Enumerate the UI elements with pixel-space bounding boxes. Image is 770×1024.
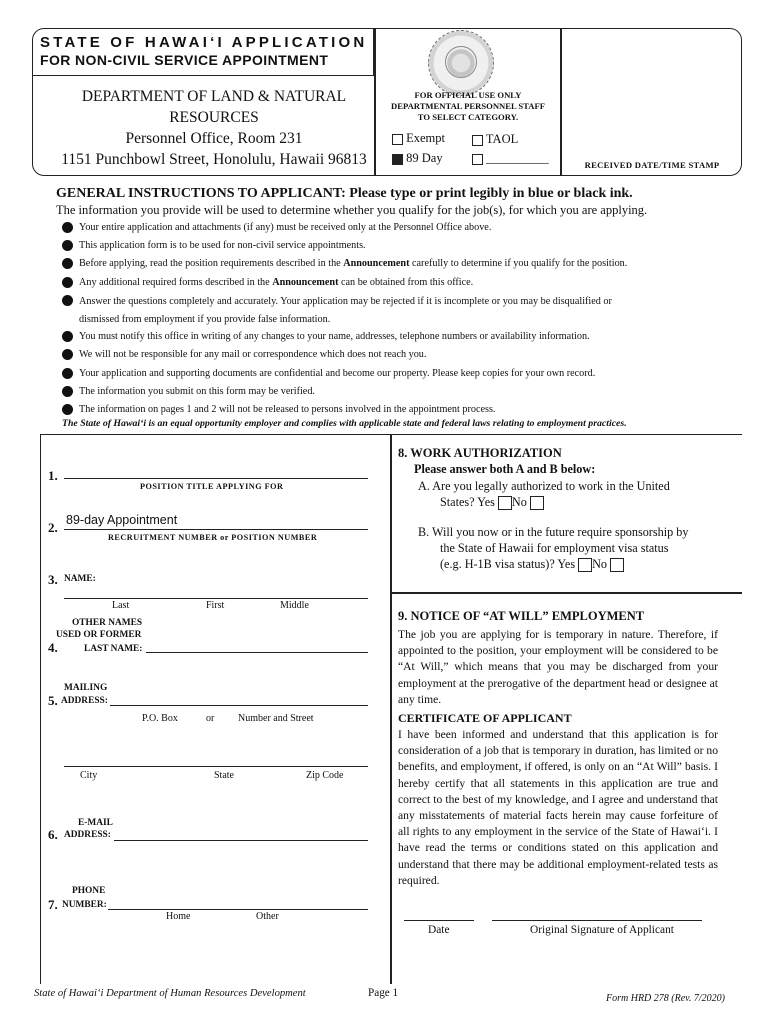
category-label: 89 Day <box>406 151 443 165</box>
position-title-caption: POSITION TITLE APPLYING FOR <box>140 482 284 491</box>
question-a-no-checkbox[interactable] <box>530 496 544 510</box>
column-divider <box>390 434 392 984</box>
phone-field[interactable] <box>108 909 368 910</box>
instruction-text: Any additional required forms described in the <box>79 276 273 288</box>
footer-agency: State of Hawai‘i Department of Human Resources Development <box>34 988 306 999</box>
instruction-bold: Announcement <box>343 258 410 270</box>
bullet-icon <box>62 258 73 269</box>
po-box-caption: P.O. Box <box>142 713 178 724</box>
official-use-note <box>378 90 558 123</box>
category-taol[interactable] <box>472 132 518 147</box>
work-authorization-subtitle: Please answer both A and B below: <box>414 462 596 476</box>
bullet-icon <box>62 386 73 397</box>
email-label: E-MAIL <box>78 818 113 828</box>
field-number: 2. <box>48 520 58 535</box>
email-field[interactable] <box>114 840 368 841</box>
mailing-address-field[interactable] <box>110 705 368 706</box>
question-b-no-checkbox[interactable] <box>610 558 624 572</box>
question-a-answer <box>440 494 544 511</box>
instruction-text: The information on pages 1 and 2 will not be released to persons involved in the appointment process. <box>79 403 496 415</box>
instruction-text: dismissed from employment if you provide false information. <box>79 313 331 325</box>
question-a-yes-label: States? Yes <box>440 495 495 509</box>
work-authorization-title: 8. WORK AUTHORIZATION <box>398 446 562 460</box>
other-names-label: USED OR FORMER <box>56 630 142 640</box>
instruction-text: carefully to determine if you qualify for the position. <box>409 258 628 270</box>
question-b-no-label: No <box>592 557 608 571</box>
department-name: DEPARTMENT OF LAND & NATURAL RESOURCES <box>81 88 347 126</box>
field-number: 1. <box>48 468 58 483</box>
instruction-text: Before applying, read the position requirements described in the <box>79 258 344 270</box>
department-block <box>54 86 374 170</box>
category-other[interactable] <box>472 151 549 166</box>
date-label: Date <box>428 924 450 936</box>
bullet-icon <box>62 368 73 379</box>
instruction-text: You must notify this office in writing of any changes to your name, addresses, telephone numbers or availability information. <box>79 331 590 343</box>
instruction-text: This application form is to be used for non-civil service appointments. <box>79 240 366 252</box>
official-use-line: DEPARTMENTAL PERSONNEL STAFF <box>391 101 545 111</box>
checkbox-other[interactable] <box>472 154 483 165</box>
question-b-answer <box>440 556 624 573</box>
question-b-text: the State of Hawaii for employment visa status <box>440 541 669 555</box>
instruction-text: Your entire application and attachments (if any) must be received only at the Personnel Office above. <box>79 222 492 233</box>
phone-label: PHONE <box>72 886 106 896</box>
official-use-line: FOR OFFICIAL USE ONLY <box>414 90 522 100</box>
city-caption: City <box>80 770 98 781</box>
office-address: 1151 Punchbowl Street, Honolulu, Hawaii 96813 <box>61 151 367 168</box>
phone-home-caption: Home <box>166 911 191 922</box>
category-exempt[interactable] <box>392 131 445 146</box>
signature-field[interactable] <box>492 920 702 921</box>
position-title-field[interactable] <box>64 478 368 479</box>
or-caption: or <box>206 713 215 724</box>
instructions-intro: The information you provide will be used to determine whether you qualify for the job(s), for which you are applying. <box>56 203 648 217</box>
question-a-no-label: No <box>511 495 527 509</box>
recruitment-number-caption: RECRUITMENT NUMBER or POSITION NUMBER <box>108 533 318 542</box>
instruction-item <box>62 347 742 365</box>
mailing-address-label: MAILING <box>64 683 108 693</box>
recruitment-number-value[interactable]: 89-day Appointment <box>66 513 178 527</box>
at-will-text: The job you are applying for is temporary in nature. Therefore, if appointed to the position, your employment will be considered to be “At Will,” which means that you may be discharged from your employment at the prerogative of the department head or designee at any time. <box>398 628 718 706</box>
other-names-field[interactable] <box>146 652 368 653</box>
instruction-text: The information you submit on this form may be verified. <box>79 385 315 397</box>
bullet-icon <box>62 331 73 342</box>
bullet-icon <box>62 404 73 415</box>
instruction-item <box>62 275 742 293</box>
instruction-item <box>62 384 742 402</box>
category-label: TAOL <box>485 132 519 146</box>
checkbox-89day[interactable] <box>392 154 403 165</box>
date-field[interactable] <box>404 920 474 921</box>
question-b-text: B. Will you now or in the future require sponsorship by <box>418 525 689 539</box>
checkbox-exempt[interactable] <box>392 134 403 145</box>
header-divider-right <box>560 28 562 176</box>
instruction-item <box>62 238 742 256</box>
instruction-item <box>62 293 742 329</box>
section-divider <box>390 592 742 594</box>
office-room: Personnel Office, Room 231 <box>125 130 303 147</box>
instruction-item <box>62 220 742 238</box>
name-label: NAME: <box>64 574 96 584</box>
mailing-address-label: ADDRESS: <box>61 696 108 706</box>
certificate-text: I have been informed and understand that this application is for consideration of a job that is temporary in duration, has limited or no benefits, and employment, if offered, is only on an “At Will” basis. I hereby certify that all statements in this application are true and correct to the best of my knowledge, and I agree and understand that any misstatements of material facts herein may cause forfeiture of all rights to any employment in the service of the State of Hawai‘i. I have read the terms or conditions stated on this application and understand that there may be additional employment-related tests as required. <box>398 728 718 887</box>
instruction-text: can be obtained from this office. <box>338 276 474 288</box>
official-use-line: TO SELECT CATEGORY. <box>417 112 519 122</box>
category-89day[interactable] <box>392 151 443 166</box>
state-caption: State <box>214 770 234 781</box>
instruction-bold: Announcement <box>272 276 339 288</box>
form-subtitle: FOR NON-CIVIL SERVICE APPOINTMENT <box>40 52 329 68</box>
instruction-item <box>62 329 742 347</box>
state-seal-center <box>445 46 477 78</box>
question-b-yes-label: (e.g. H-1B visa status)? Yes <box>440 557 576 571</box>
category-label: Exempt <box>406 131 446 145</box>
street-caption: Number and Street <box>238 713 314 724</box>
field-number: 4. <box>48 640 58 655</box>
at-will-title: 9. NOTICE OF “AT WILL” EMPLOYMENT <box>398 609 645 623</box>
certificate-title: CERTIFICATE OF APPLICANT <box>398 711 572 725</box>
instruction-item <box>62 256 742 274</box>
other-names-label: OTHER NAMES <box>72 618 143 628</box>
name-field[interactable] <box>64 598 368 599</box>
name-middle-caption: Middle <box>280 600 309 611</box>
header-divider-left <box>374 28 376 176</box>
bullet-icon <box>62 349 73 360</box>
recruitment-number-field[interactable] <box>64 529 368 530</box>
instruction-text: Your application and supporting documents are confidential and become our property. Please keep copies for your own record. <box>79 367 596 379</box>
form-title: STATE OF HAWAI‘I APPLICATION <box>40 34 368 51</box>
category-label: __________ <box>486 151 549 165</box>
signature-label: Original Signature of Applicant <box>530 924 674 936</box>
name-last-caption: Last <box>112 600 130 611</box>
checkbox-taol[interactable] <box>472 135 483 146</box>
instruction-item <box>62 366 742 384</box>
instruction-text: We will not be responsible for any mail or correspondence which does not reach you. <box>79 349 427 361</box>
phone-other-caption: Other <box>256 911 279 922</box>
city-state-zip-field[interactable] <box>64 766 368 767</box>
eeo-statement: The State of Hawai‘i is an equal opportunity employer and complies with applicable state and federal laws relating to employment practices. <box>62 418 627 429</box>
form-number: Form HRD 278 (Rev. 7/2020) <box>606 993 725 1004</box>
other-names-label: LAST NAME: <box>84 644 143 654</box>
email-label: ADDRESS: <box>64 830 111 840</box>
stamp-label: RECEIVED DATE/TIME STAMP <box>584 160 720 170</box>
bullet-icon <box>62 240 73 251</box>
question-b-yes-checkbox[interactable] <box>578 558 592 572</box>
question-a-yes-checkbox[interactable] <box>498 496 512 510</box>
instruction-text: Answer the questions completely and accurately. Your application may be rejected if it is incomplete or you may be disqualified or <box>79 295 612 307</box>
question-a-text: A. Are you legally authorized to work in the United <box>418 479 670 493</box>
field-number: 6. <box>48 827 58 842</box>
name-first-caption: First <box>206 600 225 611</box>
bullet-icon <box>62 277 73 288</box>
page-number: Page 1 <box>368 987 399 999</box>
bullet-icon <box>62 295 73 306</box>
zip-caption: Zip Code <box>306 770 344 781</box>
phone-label: NUMBER: <box>62 900 107 910</box>
instructions-title: GENERAL INSTRUCTIONS TO APPLICANT: Please type or print legibly in blue or black ink. <box>56 186 633 201</box>
instruction-list <box>62 220 742 420</box>
field-number: 5. <box>48 693 58 708</box>
field-number: 7. <box>48 897 58 912</box>
field-number: 3. <box>48 572 58 587</box>
bullet-icon <box>62 222 73 233</box>
